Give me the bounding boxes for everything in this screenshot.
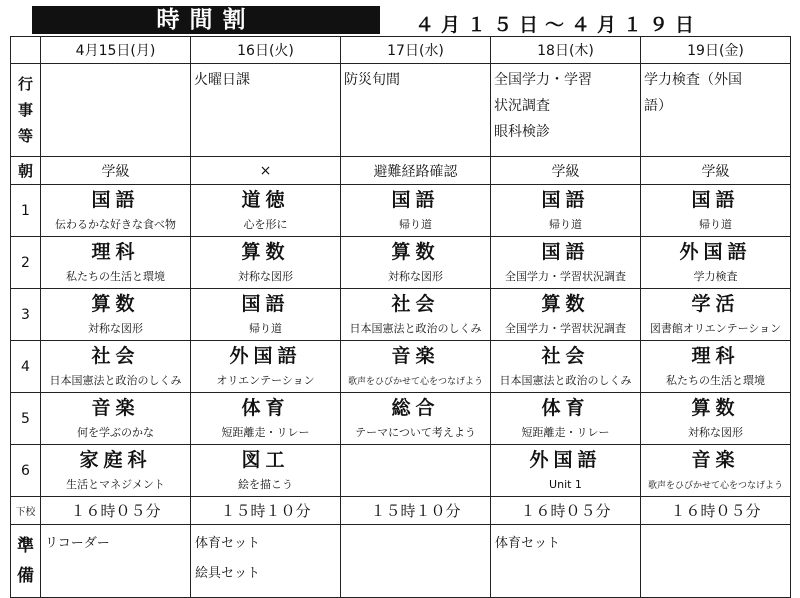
dismissal-row [11,497,791,525]
unit-cell [341,472,491,497]
prep-row [11,525,791,598]
day-header-row [11,37,791,64]
unit-cell: 対称な図形 [341,264,491,289]
text-line: 学力検査（外国 [644,72,742,88]
unit-cell: 日本国憲法と政治のしくみ [41,368,191,393]
text-line: 体育セット [195,536,261,551]
text-line: 準 [17,536,34,556]
text-line: 眼科検診 [494,124,550,140]
unit-cell: 歌声をひびかせて心をつなげよう [641,472,791,497]
day-header: 4月15日(月) [41,37,191,64]
day-header: 16日(火) [191,37,341,64]
subject-cell: 算数 [191,237,341,265]
unit-cell: 帰り道 [491,212,641,237]
morning-label: 朝 [11,157,41,185]
events-cell [41,64,191,157]
unit-cell: 歌声をひびかせて心をつなげよう [341,368,491,393]
prep-cell [341,525,491,598]
unit-cell: 心を形に [191,212,341,237]
period-number: 6 [11,445,41,497]
subject-cell: 総合 [341,393,491,421]
subject-cell: 外国語 [641,237,791,265]
unit-cell: 学力検査 [641,264,791,289]
subject-cell: 国語 [491,237,641,265]
subject-cell: 社会 [341,289,491,317]
text-line: 火曜日課 [194,72,250,88]
subject-cell [341,445,491,473]
header [10,4,790,34]
subject-cell: 算数 [341,237,491,265]
corner-cell [11,37,41,64]
morning-cell: × [191,157,341,185]
text-line: 防災旬間 [344,72,400,88]
period-number: 1 [11,185,41,237]
subject-cell: 国語 [491,185,641,213]
events-row [11,64,791,157]
unit-row [11,368,791,393]
subject-cell: 音楽 [341,341,491,369]
day-header: 17日(水) [341,37,491,64]
subject-cell: 学活 [641,289,791,317]
subject-cell: 理科 [641,341,791,369]
unit-cell: 対称な図形 [641,420,791,445]
dismissal-time: １６時０５分 [41,497,191,525]
date-range: ４月１５日～４月１９日 [415,14,702,36]
events-cell [191,64,341,157]
morning-cell: 学級 [641,157,791,185]
page-title: 時間割 [32,6,380,34]
morning-cell: 学級 [491,157,641,185]
unit-cell: 帰り道 [641,212,791,237]
subject-cell: 社会 [491,341,641,369]
period-number: 5 [11,393,41,445]
subject-cell: 算数 [41,289,191,317]
subject-cell: 音楽 [641,445,791,473]
morning-row [11,157,791,185]
unit-cell: 絵を描こう [191,472,341,497]
day-header: 18日(木) [491,37,641,64]
subject-cell: 算数 [491,289,641,317]
unit-cell: 図書館オリエンテーション [641,316,791,341]
text-line: 語） [644,98,672,114]
prep-cell [191,525,341,598]
text-line: 備 [17,566,34,586]
events-cell [341,64,491,157]
text-line: 絵具セット [195,566,261,581]
subject-cell: 外国語 [491,445,641,473]
prep-label [11,525,41,598]
period-row [11,185,791,213]
unit-cell: 伝わるかな好きな食べ物 [41,212,191,237]
dismissal-time: １６時０５分 [641,497,791,525]
prep-cell [491,525,641,598]
dismissal-time: １５時１０分 [191,497,341,525]
unit-cell: 日本国憲法と政治のしくみ [491,368,641,393]
subject-cell: 図工 [191,445,341,473]
subject-cell: 体育 [491,393,641,421]
text-line: 全国学力・学習 [494,72,592,88]
events-cell [491,64,641,157]
subject-cell: 家庭科 [41,445,191,473]
period-number: 4 [11,341,41,393]
unit-row [11,316,791,341]
period-row [11,341,791,369]
subject-cell: 音楽 [41,393,191,421]
unit-cell: 日本国憲法と政治のしくみ [341,316,491,341]
subject-cell: 算数 [641,393,791,421]
unit-cell: 何を学ぶのかな [41,420,191,445]
text-line: 行 [17,75,33,93]
unit-cell: 生活とマネジメント [41,472,191,497]
prep-cell [641,525,791,598]
subject-cell: 国語 [41,185,191,213]
morning-cell: 学級 [41,157,191,185]
events-cell [641,64,791,157]
day-header: 19日(金) [641,37,791,64]
unit-cell: 帰り道 [341,212,491,237]
text-line: 等 [17,127,33,145]
unit-row [11,264,791,289]
unit-cell: 短距離走・リレー [191,420,341,445]
unit-cell: 私たちの生活と環境 [41,264,191,289]
events-label [11,64,41,157]
subject-cell: 体育 [191,393,341,421]
timetable [10,36,791,598]
prep-cell [41,525,191,598]
dismissal-time: １６時０５分 [491,497,641,525]
unit-row [11,420,791,445]
dismissal-time: １５時１０分 [341,497,491,525]
subject-cell: 国語 [641,185,791,213]
unit-cell: Unit 1 [491,472,641,497]
period-row [11,289,791,317]
unit-cell: テーマについて考えよう [341,420,491,445]
text-line: 事 [17,101,33,119]
dismissal-label: 下校 [11,497,41,525]
unit-cell: 全国学力・学習状況調査 [491,316,641,341]
unit-cell: 対称な図形 [191,264,341,289]
period-row [11,237,791,265]
unit-cell: 全国学力・学習状況調査 [491,264,641,289]
period-number: 2 [11,237,41,289]
subject-cell: 社会 [41,341,191,369]
period-row [11,393,791,421]
period-number: 3 [11,289,41,341]
subject-cell: 外国語 [191,341,341,369]
unit-cell: 対称な図形 [41,316,191,341]
text-line: 状況調査 [494,98,550,114]
subject-cell: 国語 [341,185,491,213]
unit-row [11,212,791,237]
unit-row [11,472,791,497]
unit-cell: オリエンテーション [191,368,341,393]
subject-cell: 理科 [41,237,191,265]
period-row [11,445,791,473]
subject-cell: 国語 [191,289,341,317]
text-line: 体育セット [495,536,561,551]
subject-cell: 道徳 [191,185,341,213]
text-line: リコーダー [45,536,110,551]
morning-cell: 避難経路確認 [341,157,491,185]
unit-cell: 私たちの生活と環境 [641,368,791,393]
unit-cell: 帰り道 [191,316,341,341]
unit-cell: 短距離走・リレー [491,420,641,445]
